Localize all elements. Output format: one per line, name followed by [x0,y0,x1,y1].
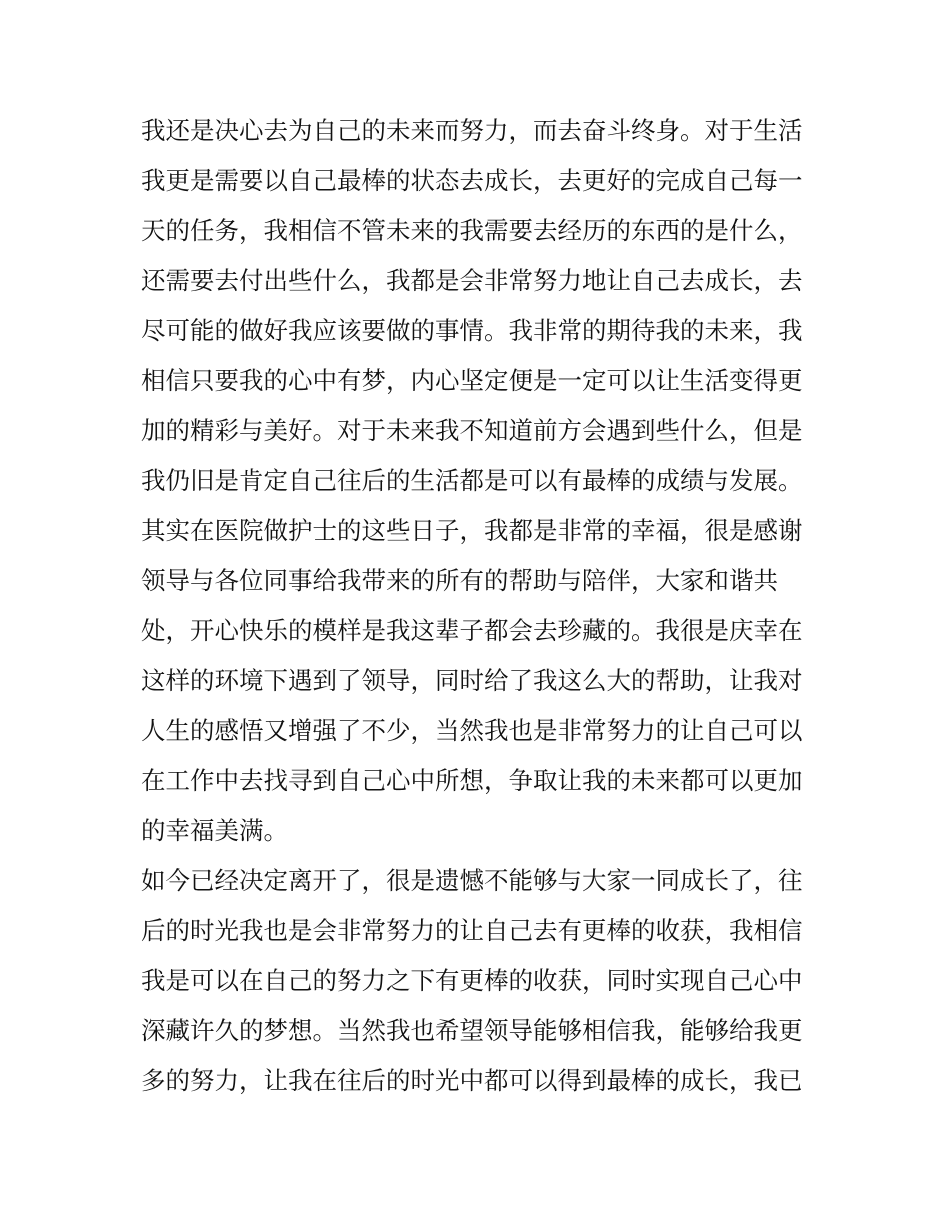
text-line: 处，开心快乐的模样是我这辈子都会去珍藏的。我很是庆幸在 [141,616,803,645]
text-line: 人生的感悟又增强了不少，当然我也是非常努力的让自己可以 [141,716,803,745]
text-line: 天的任务，我相信不管未来的我需要去经历的东西的是什么， [141,216,803,245]
text-line: 加的精彩与美好。对于未来我不知道前方会遇到些什么，但是 [141,416,803,445]
text-line: 我更是需要以自己最棒的状态去成长，去更好的完成自己每一 [141,166,803,195]
text-line: 的幸福美满。 [141,816,288,845]
text-line: 深藏许久的梦想。当然我也希望领导能够相信我，能够给我更 [141,1016,803,1045]
text-line: 相信只要我的心中有梦，内心坚定便是一定可以让生活变得更 [141,366,803,395]
text-line: 我仍旧是肯定自己往后的生活都是可以有最棒的成绩与发展。 [141,466,803,495]
text-line: 后的时光我也是会非常努力的让自己去有更棒的收获，我相信 [141,916,803,945]
text-line: 还需要去付出些什么，我都是会非常努力地让自己去成长，去 [141,266,803,295]
text-line: 尽可能的做好我应该要做的事情。我非常的期待我的未来，我 [141,316,803,345]
text-line: 领导与各位同事给我带来的所有的帮助与陪伴，大家和谐共 [141,566,778,595]
body-text [141,106,841,1106]
text-line: 多的努力，让我在往后的时光中都可以得到最棒的成长，我已 [141,1066,803,1095]
text-line: 如今已经决定离开了，很是遗憾不能够与大家一同成长了，往 [141,866,803,895]
text-line: 在工作中去找寻到自己心中所想，争取让我的未来都可以更加 [141,766,803,795]
text-line: 我是可以在自己的努力之下有更棒的收获，同时实现自己心中 [141,966,803,995]
text-line: 我还是决心去为自己的未来而努力，而去奋斗终身。对于生活 [141,116,803,145]
text-line: 其实在医院做护士的这些日子，我都是非常的幸福，很是感谢 [141,516,803,545]
text-line: 这样的环境下遇到了领导，同时给了我这么大的帮助，让我对 [141,666,803,695]
